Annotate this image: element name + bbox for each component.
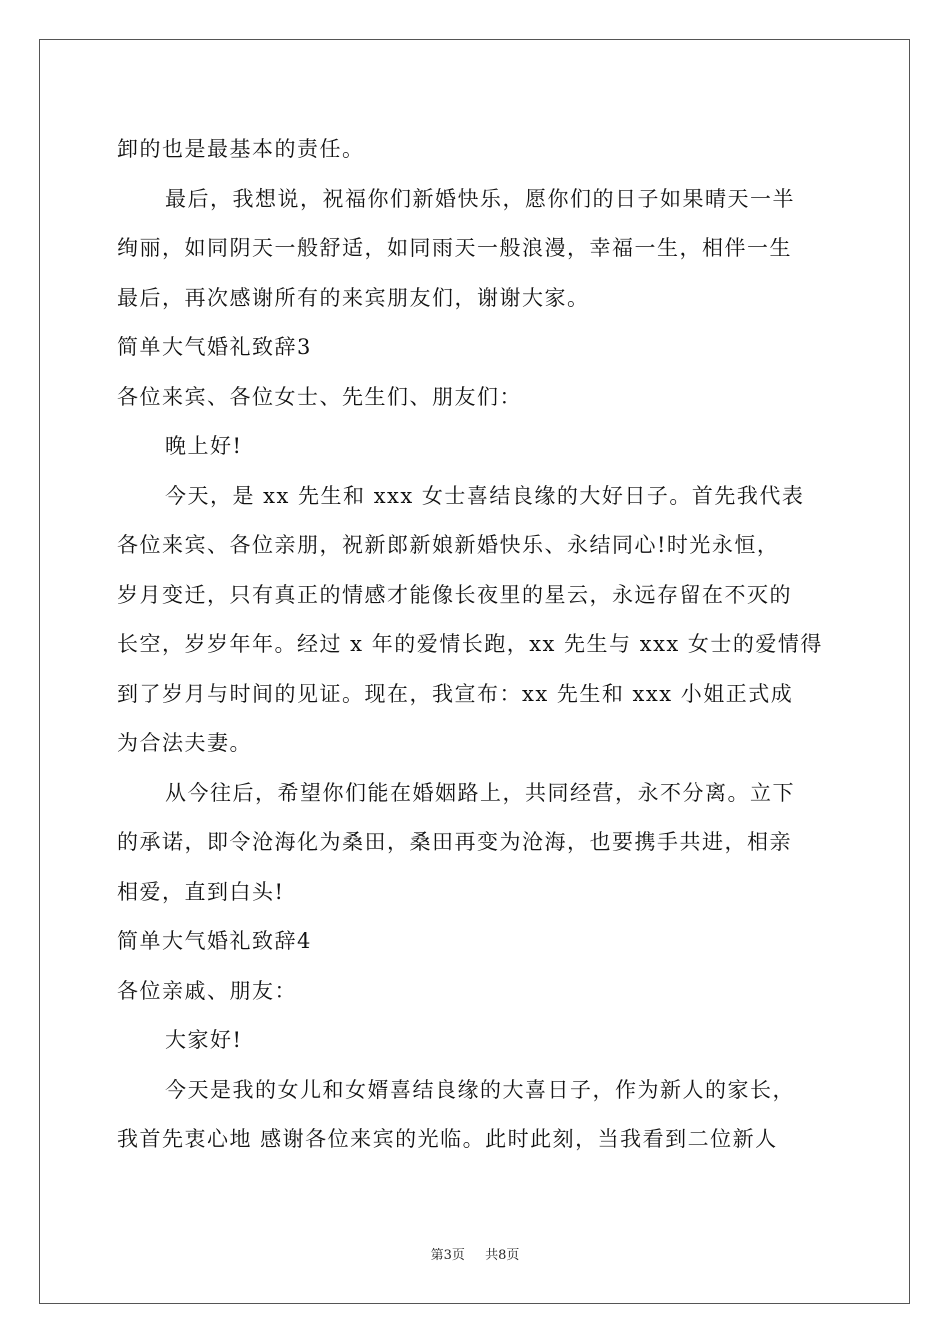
text-line: 最后，再次感谢所有的来宾朋友们，谢谢大家。 xyxy=(117,285,590,310)
text-line: 相爱，直到白头! xyxy=(117,879,285,904)
page-total: 共8页 xyxy=(485,1248,520,1263)
salutation: 各位亲戚、朋友： xyxy=(117,978,297,1003)
page-number: 第3页 xyxy=(430,1248,465,1263)
text-line: 到了岁月与时间的见证。现在，我宣布：xx 先生和 xxx 小姐正式成 xyxy=(117,681,794,706)
text-line: 的承诺，即令沧海化为桑田，桑田再变为沧海，也要携手共进，相亲 xyxy=(117,830,792,854)
section-heading: 简单大气婚礼致辞3 xyxy=(117,335,312,359)
text-line: 卸的也是最基本的责任。 xyxy=(117,137,365,161)
text-line: 绚丽，如同阴天一般舒适，如同雨天一般浪漫，幸福一生，相伴一生 xyxy=(117,236,792,260)
text-line: 岁月变迁，只有真正的情感才能像长夜里的星云，永远存留在不灭的 xyxy=(117,582,792,607)
text-line: 各位来宾、各位亲朋，祝新郎新娘新婚快乐、永结同心!时光永恒， xyxy=(117,533,780,557)
text-line: 今天是我的女儿和女婿喜结良缘的大喜日子，作为新人的家长， xyxy=(165,1077,795,1102)
text-line: 最后，我想说，祝福你们新婚快乐，愿你们的日子如果晴天一半 xyxy=(165,186,795,211)
text-line: 为合法夫妻。 xyxy=(117,731,252,755)
document-body xyxy=(117,125,837,1165)
greeting: 晚上好! xyxy=(165,434,243,458)
greeting: 大家好! xyxy=(165,1028,243,1052)
text-line: 长空，岁岁年年。经过 x 年的爱情长跑，xx 先生与 xxx 女士的爱情得 xyxy=(117,632,823,656)
text-line: 今天，是 xx 先生和 xxx 女士喜结良缘的大好日子。首先我代表 xyxy=(165,483,805,508)
page-footer xyxy=(0,1244,950,1263)
text-line: 我首先衷心地 感谢各位来宾的光临。此时此刻，当我看到二位新人 xyxy=(117,1127,778,1151)
salutation: 各位来宾、各位女士、先生们、朋友们： xyxy=(117,384,522,409)
text-line: 从今往后，希望你们能在婚姻路上，共同经营，永不分离。立下 xyxy=(165,780,795,805)
section-heading: 简单大气婚礼致辞4 xyxy=(117,929,312,953)
